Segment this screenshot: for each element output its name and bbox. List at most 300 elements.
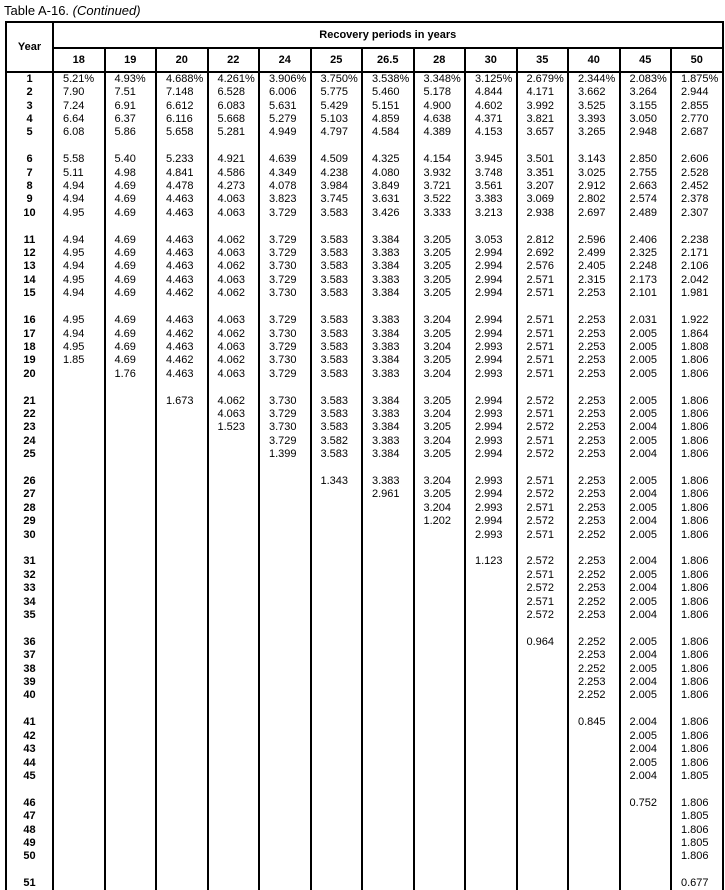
rate-cell-y1-p20: 4.688% bbox=[156, 72, 208, 86]
rate-cell-y22-p25: 3.583 bbox=[311, 408, 363, 421]
rate-cell-y44-p18 bbox=[53, 756, 105, 769]
rate-cell-y15-p25: 3.583 bbox=[311, 287, 363, 300]
rate-cell-y21-p19 bbox=[105, 394, 157, 407]
rate-cell-y33-p40: 2.253 bbox=[568, 582, 620, 595]
rate-cell-y38-p30 bbox=[465, 662, 517, 675]
year-cell: 45 bbox=[6, 770, 53, 783]
col-header-24: 24 bbox=[259, 48, 311, 72]
spacer-cell bbox=[465, 542, 517, 555]
rate-cell-y33-p30 bbox=[465, 582, 517, 595]
year-cell: 22 bbox=[6, 408, 53, 421]
rate-cell-y8-p26.5: 3.849 bbox=[362, 180, 414, 193]
rate-cell-y44-p24 bbox=[259, 756, 311, 769]
rate-cell-y37-p19 bbox=[105, 649, 157, 662]
rate-cell-y22-p45: 2.005 bbox=[620, 408, 672, 421]
rate-cell-y30-p30: 2.993 bbox=[465, 528, 517, 541]
rate-cell-y21-p26.5: 3.384 bbox=[362, 394, 414, 407]
rate-cell-y18-p24: 3.729 bbox=[259, 341, 311, 354]
rate-cell-y41-p22 bbox=[208, 716, 260, 729]
rate-cell-y43-p40 bbox=[568, 743, 620, 756]
rate-cell-y44-p19 bbox=[105, 756, 157, 769]
table-row-year-47 bbox=[6, 810, 723, 823]
rate-cell-y4-p18: 6.64 bbox=[53, 113, 105, 126]
col-header-50: 50 bbox=[671, 48, 723, 72]
rate-cell-y18-p35: 2.571 bbox=[517, 341, 569, 354]
rate-cell-y43-p19 bbox=[105, 743, 157, 756]
rate-cell-y51-p20 bbox=[156, 877, 208, 890]
rate-cell-y19-p50: 1.806 bbox=[671, 354, 723, 367]
rate-cell-y12-p22: 4.063 bbox=[208, 247, 260, 260]
spacer-cell bbox=[362, 301, 414, 314]
rate-cell-y38-p50: 1.806 bbox=[671, 662, 723, 675]
rate-cell-y38-p25 bbox=[311, 662, 363, 675]
rate-cell-y29-p20 bbox=[156, 515, 208, 528]
rate-cell-y17-p24: 3.730 bbox=[259, 327, 311, 340]
rate-cell-y29-p19 bbox=[105, 515, 157, 528]
year-cell: 23 bbox=[6, 421, 53, 434]
table-row-year-30 bbox=[6, 528, 723, 541]
rate-cell-y40-p19 bbox=[105, 689, 157, 702]
rate-cell-y37-p18 bbox=[53, 649, 105, 662]
rate-cell-y7-p35: 3.351 bbox=[517, 166, 569, 179]
rate-cell-y13-p25: 3.583 bbox=[311, 260, 363, 273]
recovery-periods-header: Recovery periods in years bbox=[53, 22, 723, 48]
rate-cell-y38-p40: 2.252 bbox=[568, 662, 620, 675]
rate-cell-y21-p45: 2.005 bbox=[620, 394, 672, 407]
rate-cell-y38-p45: 2.005 bbox=[620, 662, 672, 675]
rate-cell-y50-p20 bbox=[156, 850, 208, 863]
rate-cell-y37-p45: 2.004 bbox=[620, 649, 672, 662]
spacer-cell bbox=[671, 461, 723, 474]
table-body bbox=[6, 72, 723, 890]
rate-cell-y3-p50: 2.855 bbox=[671, 99, 723, 112]
rate-cell-y32-p25 bbox=[311, 569, 363, 582]
rate-cell-y17-p22: 4.062 bbox=[208, 327, 260, 340]
rate-cell-y20-p24: 3.729 bbox=[259, 368, 311, 381]
rate-cell-y6-p20: 5.233 bbox=[156, 153, 208, 166]
year-cell: 42 bbox=[6, 730, 53, 743]
rate-cell-y47-p25 bbox=[311, 810, 363, 823]
rate-cell-y18-p45: 2.005 bbox=[620, 341, 672, 354]
group-spacer-row bbox=[6, 864, 723, 877]
rate-cell-y47-p35 bbox=[517, 810, 569, 823]
rate-cell-y31-p26.5 bbox=[362, 555, 414, 568]
rate-cell-y18-p30: 2.993 bbox=[465, 341, 517, 354]
spacer-cell bbox=[671, 783, 723, 796]
rate-cell-y36-p18 bbox=[53, 636, 105, 649]
rate-cell-y9-p18: 4.94 bbox=[53, 193, 105, 206]
spacer-cell bbox=[53, 140, 105, 153]
rate-cell-y30-p18 bbox=[53, 528, 105, 541]
year-cell: 41 bbox=[6, 716, 53, 729]
rate-cell-y3-p40: 3.525 bbox=[568, 99, 620, 112]
rate-cell-y38-p20 bbox=[156, 662, 208, 675]
rate-cell-y42-p50: 1.806 bbox=[671, 730, 723, 743]
rate-cell-y19-p25: 3.583 bbox=[311, 354, 363, 367]
year-cell: 33 bbox=[6, 582, 53, 595]
rate-cell-y1-p30: 3.125% bbox=[465, 72, 517, 86]
rate-cell-y26-p40: 2.253 bbox=[568, 475, 620, 488]
rate-cell-y39-p40: 2.253 bbox=[568, 676, 620, 689]
rate-cell-y46-p35 bbox=[517, 797, 569, 810]
rate-cell-y26-p24 bbox=[259, 475, 311, 488]
spacer-cell bbox=[208, 220, 260, 233]
rate-cell-y38-p22 bbox=[208, 662, 260, 675]
rate-cell-y20-p22: 4.063 bbox=[208, 368, 260, 381]
year-cell: 26 bbox=[6, 475, 53, 488]
rate-cell-y50-p28 bbox=[414, 850, 466, 863]
year-cell: 12 bbox=[6, 247, 53, 260]
spacer-cell bbox=[6, 703, 53, 716]
rate-cell-y40-p18 bbox=[53, 689, 105, 702]
year-cell: 38 bbox=[6, 662, 53, 675]
spacer-cell bbox=[311, 140, 363, 153]
col-header-35: 35 bbox=[517, 48, 569, 72]
spacer-cell bbox=[53, 301, 105, 314]
rate-cell-y37-p40: 2.253 bbox=[568, 649, 620, 662]
rate-cell-y17-p18: 4.94 bbox=[53, 327, 105, 340]
table-row-year-35 bbox=[6, 609, 723, 622]
rate-cell-y36-p50: 1.806 bbox=[671, 636, 723, 649]
rate-cell-y2-p28: 5.178 bbox=[414, 86, 466, 99]
rate-cell-y10-p45: 2.489 bbox=[620, 207, 672, 220]
table-row-year-21 bbox=[6, 394, 723, 407]
rate-cell-y31-p50: 1.806 bbox=[671, 555, 723, 568]
rate-cell-y15-p18: 4.94 bbox=[53, 287, 105, 300]
rate-cell-y45-p40 bbox=[568, 770, 620, 783]
rate-cell-y26-p35: 2.571 bbox=[517, 475, 569, 488]
rate-cell-y28-p30: 2.993 bbox=[465, 502, 517, 515]
rate-cell-y50-p40 bbox=[568, 850, 620, 863]
spacer-cell bbox=[53, 864, 105, 877]
rate-cell-y19-p30: 2.994 bbox=[465, 354, 517, 367]
spacer-cell bbox=[259, 864, 311, 877]
spacer-cell bbox=[568, 703, 620, 716]
spacer-cell bbox=[53, 783, 105, 796]
rate-cell-y10-p24: 3.729 bbox=[259, 207, 311, 220]
spacer-cell bbox=[311, 622, 363, 635]
rate-cell-y39-p50: 1.806 bbox=[671, 676, 723, 689]
rate-cell-y26-p30: 2.993 bbox=[465, 475, 517, 488]
rate-cell-y49-p19 bbox=[105, 837, 157, 850]
spacer-cell bbox=[105, 864, 157, 877]
rate-cell-y23-p26.5: 3.384 bbox=[362, 421, 414, 434]
rate-cell-y36-p30 bbox=[465, 636, 517, 649]
rate-cell-y42-p25 bbox=[311, 730, 363, 743]
spacer-cell bbox=[311, 864, 363, 877]
rate-cell-y13-p50: 2.106 bbox=[671, 260, 723, 273]
group-spacer-row bbox=[6, 140, 723, 153]
rate-cell-y20-p18 bbox=[53, 368, 105, 381]
col-header-19: 19 bbox=[105, 48, 157, 72]
spacer-cell bbox=[311, 783, 363, 796]
rate-cell-y40-p26.5 bbox=[362, 689, 414, 702]
rate-cell-y6-p30: 3.945 bbox=[465, 153, 517, 166]
rate-cell-y48-p50: 1.806 bbox=[671, 823, 723, 836]
rate-cell-y24-p30: 2.993 bbox=[465, 435, 517, 448]
rate-cell-y5-p19: 5.86 bbox=[105, 126, 157, 139]
spacer-cell bbox=[105, 622, 157, 635]
spacer-cell bbox=[6, 140, 53, 153]
rate-cell-y34-p50: 1.806 bbox=[671, 595, 723, 608]
rate-cell-y36-p20 bbox=[156, 636, 208, 649]
rate-cell-y12-p28: 3.205 bbox=[414, 247, 466, 260]
table-row-year-36 bbox=[6, 636, 723, 649]
year-cell: 4 bbox=[6, 113, 53, 126]
spacer-cell bbox=[105, 381, 157, 394]
rate-cell-y3-p26.5: 5.151 bbox=[362, 99, 414, 112]
rate-cell-y4-p26.5: 4.859 bbox=[362, 113, 414, 126]
table-row-year-26 bbox=[6, 475, 723, 488]
rate-cell-y25-p22 bbox=[208, 448, 260, 461]
rate-cell-y31-p28 bbox=[414, 555, 466, 568]
rate-cell-y33-p22 bbox=[208, 582, 260, 595]
rate-cell-y33-p26.5 bbox=[362, 582, 414, 595]
spacer-cell bbox=[6, 301, 53, 314]
spacer-cell bbox=[362, 381, 414, 394]
rate-cell-y13-p22: 4.062 bbox=[208, 260, 260, 273]
rate-cell-y10-p20: 4.463 bbox=[156, 207, 208, 220]
col-header-28: 28 bbox=[414, 48, 466, 72]
table-row-year-37 bbox=[6, 649, 723, 662]
rate-cell-y31-p19 bbox=[105, 555, 157, 568]
table-row-year-25 bbox=[6, 448, 723, 461]
rate-cell-y2-p30: 4.844 bbox=[465, 86, 517, 99]
spacer-cell bbox=[105, 140, 157, 153]
rate-cell-y13-p30: 2.994 bbox=[465, 260, 517, 273]
rate-cell-y11-p18: 4.94 bbox=[53, 233, 105, 246]
rate-cell-y35-p35: 2.572 bbox=[517, 609, 569, 622]
rate-cell-y14-p40: 2.315 bbox=[568, 274, 620, 287]
rate-cell-y25-p20 bbox=[156, 448, 208, 461]
rate-cell-y34-p20 bbox=[156, 595, 208, 608]
year-cell: 30 bbox=[6, 528, 53, 541]
table-row-year-10 bbox=[6, 207, 723, 220]
rate-cell-y6-p22: 4.921 bbox=[208, 153, 260, 166]
table-row-year-29 bbox=[6, 515, 723, 528]
rate-cell-y44-p28 bbox=[414, 756, 466, 769]
year-cell: 9 bbox=[6, 193, 53, 206]
rate-cell-y1-p19: 4.93% bbox=[105, 72, 157, 86]
rate-cell-y32-p40: 2.252 bbox=[568, 569, 620, 582]
rate-cell-y42-p22 bbox=[208, 730, 260, 743]
rate-cell-y44-p20 bbox=[156, 756, 208, 769]
rate-cell-y44-p30 bbox=[465, 756, 517, 769]
rate-cell-y43-p24 bbox=[259, 743, 311, 756]
rate-cell-y9-p22: 4.063 bbox=[208, 193, 260, 206]
rate-cell-y43-p35 bbox=[517, 743, 569, 756]
rate-cell-y19-p20: 4.462 bbox=[156, 354, 208, 367]
rate-cell-y12-p45: 2.325 bbox=[620, 247, 672, 260]
rate-cell-y15-p28: 3.205 bbox=[414, 287, 466, 300]
rate-cell-y11-p20: 4.463 bbox=[156, 233, 208, 246]
rate-cell-y8-p45: 2.663 bbox=[620, 180, 672, 193]
rate-cell-y33-p35: 2.572 bbox=[517, 582, 569, 595]
rate-cell-y14-p22: 4.063 bbox=[208, 274, 260, 287]
rate-cell-y21-p20: 1.673 bbox=[156, 394, 208, 407]
rate-cell-y10-p19: 4.69 bbox=[105, 207, 157, 220]
rate-cell-y34-p22 bbox=[208, 595, 260, 608]
spacer-cell bbox=[517, 301, 569, 314]
rate-cell-y9-p20: 4.463 bbox=[156, 193, 208, 206]
rate-cell-y7-p18: 5.11 bbox=[53, 166, 105, 179]
rate-cell-y9-p45: 2.574 bbox=[620, 193, 672, 206]
table-row-year-51 bbox=[6, 877, 723, 890]
year-cell: 44 bbox=[6, 756, 53, 769]
rate-cell-y3-p28: 4.900 bbox=[414, 99, 466, 112]
table-row-year-11 bbox=[6, 233, 723, 246]
year-cell: 24 bbox=[6, 435, 53, 448]
rate-cell-y39-p24 bbox=[259, 676, 311, 689]
rate-cell-y38-p35 bbox=[517, 662, 569, 675]
rate-cell-y36-p40: 2.252 bbox=[568, 636, 620, 649]
rate-cell-y45-p19 bbox=[105, 770, 157, 783]
rate-cell-y37-p24 bbox=[259, 649, 311, 662]
rate-cell-y1-p24: 3.906% bbox=[259, 72, 311, 86]
rate-cell-y23-p28: 3.205 bbox=[414, 421, 466, 434]
rate-cell-y24-p18 bbox=[53, 435, 105, 448]
rate-cell-y9-p50: 2.378 bbox=[671, 193, 723, 206]
rate-cell-y29-p50: 1.806 bbox=[671, 515, 723, 528]
year-cell: 49 bbox=[6, 837, 53, 850]
rate-cell-y21-p22: 4.062 bbox=[208, 394, 260, 407]
rate-cell-y35-p24 bbox=[259, 609, 311, 622]
rate-cell-y29-p18 bbox=[53, 515, 105, 528]
rate-cell-y22-p20 bbox=[156, 408, 208, 421]
rate-cell-y31-p30: 1.123 bbox=[465, 555, 517, 568]
year-cell: 6 bbox=[6, 153, 53, 166]
rate-cell-y49-p30 bbox=[465, 837, 517, 850]
rate-cell-y5-p18: 6.08 bbox=[53, 126, 105, 139]
rate-cell-y48-p20 bbox=[156, 823, 208, 836]
rate-cell-y9-p19: 4.69 bbox=[105, 193, 157, 206]
spacer-cell bbox=[208, 461, 260, 474]
rate-cell-y42-p26.5 bbox=[362, 730, 414, 743]
rate-cell-y51-p50: 0.677 bbox=[671, 877, 723, 890]
spacer-cell bbox=[156, 220, 208, 233]
rate-cell-y50-p35 bbox=[517, 850, 569, 863]
rate-cell-y40-p30 bbox=[465, 689, 517, 702]
table-row-year-6 bbox=[6, 153, 723, 166]
rate-cell-y47-p24 bbox=[259, 810, 311, 823]
rate-cell-y34-p40: 2.252 bbox=[568, 595, 620, 608]
table-row-year-44 bbox=[6, 756, 723, 769]
rate-cell-y4-p25: 5.103 bbox=[311, 113, 363, 126]
rate-cell-y22-p26.5: 3.383 bbox=[362, 408, 414, 421]
rate-cell-y15-p50: 1.981 bbox=[671, 287, 723, 300]
rate-cell-y8-p40: 2.912 bbox=[568, 180, 620, 193]
rate-cell-y18-p18: 4.95 bbox=[53, 341, 105, 354]
spacer-cell bbox=[465, 703, 517, 716]
rate-cell-y10-p50: 2.307 bbox=[671, 207, 723, 220]
rate-cell-y22-p50: 1.806 bbox=[671, 408, 723, 421]
rate-cell-y29-p22 bbox=[208, 515, 260, 528]
rate-cell-y32-p35: 2.571 bbox=[517, 569, 569, 582]
year-cell: 13 bbox=[6, 260, 53, 273]
rate-cell-y41-p28 bbox=[414, 716, 466, 729]
rate-cell-y39-p30 bbox=[465, 676, 517, 689]
year-cell: 17 bbox=[6, 327, 53, 340]
spacer-cell bbox=[311, 220, 363, 233]
rate-cell-y9-p26.5: 3.631 bbox=[362, 193, 414, 206]
rate-cell-y2-p45: 3.264 bbox=[620, 86, 672, 99]
rate-cell-y37-p30 bbox=[465, 649, 517, 662]
spacer-cell bbox=[517, 783, 569, 796]
rate-cell-y24-p24: 3.729 bbox=[259, 435, 311, 448]
rate-cell-y18-p20: 4.463 bbox=[156, 341, 208, 354]
rate-cell-y19-p19: 4.69 bbox=[105, 354, 157, 367]
rate-cell-y47-p28 bbox=[414, 810, 466, 823]
rate-cell-y20-p45: 2.005 bbox=[620, 368, 672, 381]
rate-cell-y45-p45: 2.004 bbox=[620, 770, 672, 783]
rate-cell-y17-p40: 2.253 bbox=[568, 327, 620, 340]
spacer-cell bbox=[6, 622, 53, 635]
rate-cell-y17-p35: 2.571 bbox=[517, 327, 569, 340]
spacer-cell bbox=[362, 220, 414, 233]
rate-cell-y22-p18 bbox=[53, 408, 105, 421]
rate-cell-y22-p40: 2.253 bbox=[568, 408, 620, 421]
rate-cell-y33-p50: 1.806 bbox=[671, 582, 723, 595]
rate-cell-y40-p35 bbox=[517, 689, 569, 702]
spacer-cell bbox=[208, 140, 260, 153]
rate-cell-y15-p40: 2.253 bbox=[568, 287, 620, 300]
rate-cell-y46-p20 bbox=[156, 797, 208, 810]
rate-cell-y30-p45: 2.005 bbox=[620, 528, 672, 541]
rate-cell-y49-p35 bbox=[517, 837, 569, 850]
rate-cell-y4-p45: 3.050 bbox=[620, 113, 672, 126]
rate-cell-y10-p25: 3.583 bbox=[311, 207, 363, 220]
rate-cell-y37-p25 bbox=[311, 649, 363, 662]
rate-cell-y1-p26.5: 3.538% bbox=[362, 72, 414, 86]
rate-cell-y28-p26.5 bbox=[362, 502, 414, 515]
rate-cell-y12-p30: 2.994 bbox=[465, 247, 517, 260]
rate-cell-y27-p19 bbox=[105, 488, 157, 501]
rate-cell-y43-p20 bbox=[156, 743, 208, 756]
table-row-year-50 bbox=[6, 850, 723, 863]
rate-cell-y21-p30: 2.994 bbox=[465, 394, 517, 407]
rate-cell-y32-p18 bbox=[53, 569, 105, 582]
rate-cell-y10-p28: 3.333 bbox=[414, 207, 466, 220]
rate-cell-y39-p18 bbox=[53, 676, 105, 689]
rate-cell-y16-p35: 2.571 bbox=[517, 314, 569, 327]
rate-cell-y13-p26.5: 3.384 bbox=[362, 260, 414, 273]
rate-cell-y50-p25 bbox=[311, 850, 363, 863]
rate-cell-y25-p26.5: 3.384 bbox=[362, 448, 414, 461]
rate-cell-y16-p26.5: 3.383 bbox=[362, 314, 414, 327]
rate-cell-y49-p40 bbox=[568, 837, 620, 850]
rate-cell-y11-p40: 2.596 bbox=[568, 233, 620, 246]
rate-cell-y5-p50: 2.687 bbox=[671, 126, 723, 139]
rate-cell-y45-p50: 1.805 bbox=[671, 770, 723, 783]
rate-cell-y37-p22 bbox=[208, 649, 260, 662]
recovery-period-columns-row bbox=[6, 48, 723, 72]
spacer-cell bbox=[517, 140, 569, 153]
rate-cell-y34-p24 bbox=[259, 595, 311, 608]
rate-cell-y24-p50: 1.806 bbox=[671, 435, 723, 448]
rate-cell-y20-p40: 2.253 bbox=[568, 368, 620, 381]
spacer-cell bbox=[208, 703, 260, 716]
rate-cell-y46-p40 bbox=[568, 797, 620, 810]
spacer-cell bbox=[465, 381, 517, 394]
rate-cell-y47-p50: 1.805 bbox=[671, 810, 723, 823]
rate-cell-y8-p24: 4.078 bbox=[259, 180, 311, 193]
rate-cell-y27-p28: 3.205 bbox=[414, 488, 466, 501]
rate-cell-y8-p30: 3.561 bbox=[465, 180, 517, 193]
rate-cell-y23-p40: 2.253 bbox=[568, 421, 620, 434]
rate-cell-y13-p35: 2.576 bbox=[517, 260, 569, 273]
depreciation-rate-table bbox=[5, 21, 724, 890]
rate-cell-y18-p25: 3.583 bbox=[311, 341, 363, 354]
